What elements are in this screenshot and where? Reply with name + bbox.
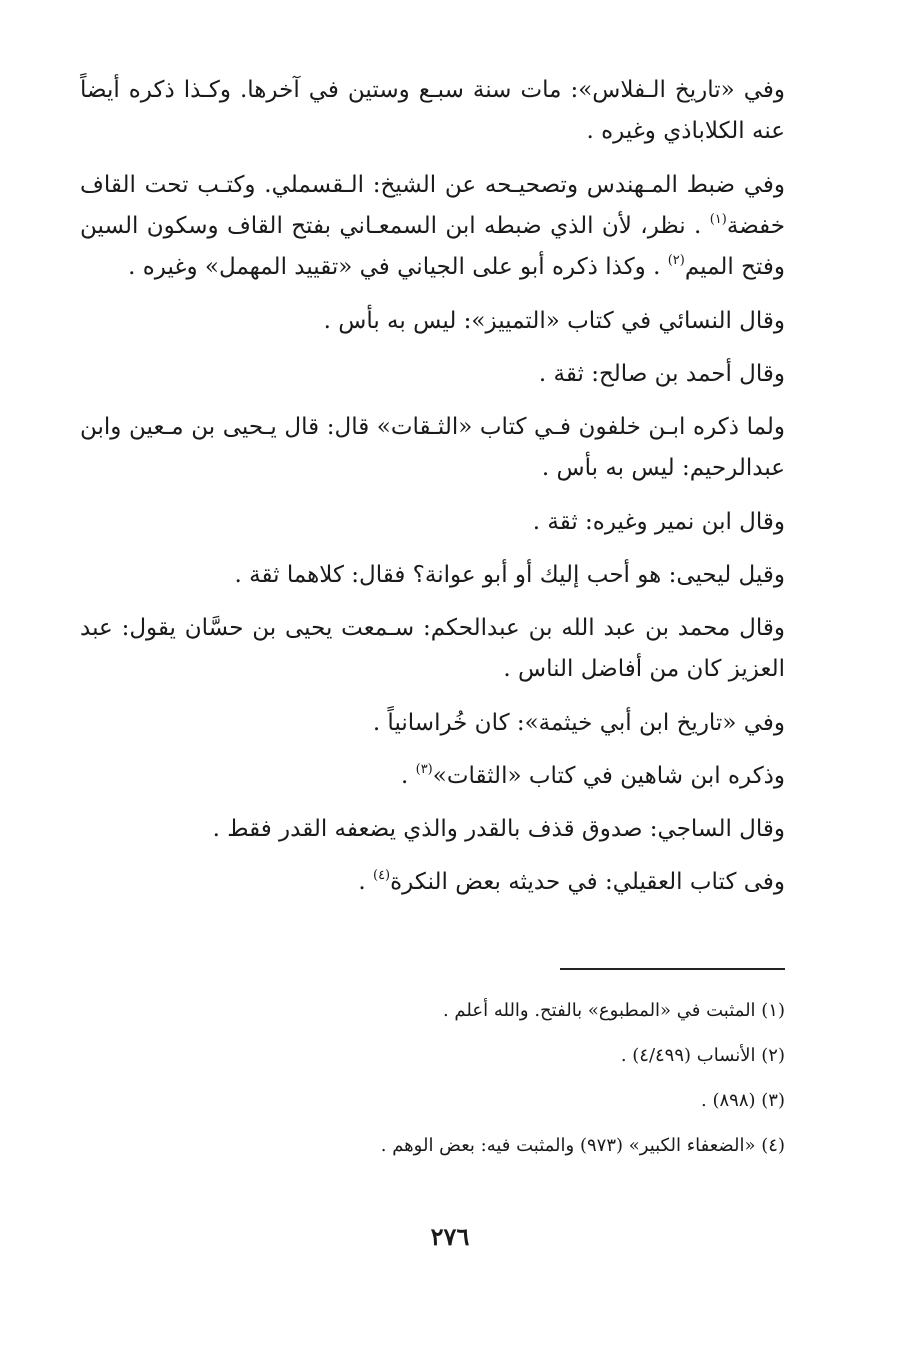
paragraph-text: . — [358, 869, 373, 895]
paragraph-11 — [80, 809, 785, 850]
paragraph-7 — [80, 555, 785, 596]
paragraph-6 — [80, 502, 785, 543]
paragraph-text: وذكره ابن شاهين في كتاب «الثقات» — [432, 763, 785, 789]
paragraph-text: وقال ابن نمير وغيره: ثقة . — [532, 509, 785, 535]
footnote-3: (٣) (٨٩٨) . — [701, 1090, 785, 1111]
footnote-4: (٤) «الضعفاء الكبير» (٩٧٣) والمثبت فيه: بعض الوهم . — [380, 1135, 785, 1156]
footnote-ref-1[interactable]: (١) — [709, 212, 727, 227]
paragraph-text: وفي «تاريخ الـفلاس»: مات سنة سبـع وستين في آخرها. وكـذا ذكره أيضاً عنه الكلاباذي وغيره . — [80, 77, 785, 144]
paragraph-5 — [80, 407, 785, 489]
paragraph-text: وقال أحمد بن صالح: ثقة . — [538, 361, 785, 387]
footnote-divider — [560, 968, 785, 970]
footnote-ref-4[interactable]: (٤) — [372, 868, 391, 883]
paragraph-text: . وكذا ذكره أبو على الجياني في «تقييد المهمل» وغيره . — [128, 254, 668, 280]
footnote-1: (١) المثبت في «المطبوع» بالفتح. والله أعلم . — [442, 1000, 785, 1021]
paragraph-text: وفي «تاريخ ابن أبي خيثمة»: كان خُراسانياً . — [372, 710, 785, 736]
footnotes-section — [225, 988, 785, 1168]
paragraph-text: . — [400, 763, 416, 789]
paragraph-12 — [80, 862, 785, 903]
footnote-ref-2[interactable]: (٢) — [667, 253, 685, 268]
paragraph-text: . نظر، لأن الذي ضبطه ابن السمعـاني بفتح القاف وسكون السين وفتح الميم — [80, 213, 785, 280]
paragraph-2 — [80, 165, 785, 288]
paragraph-4 — [80, 354, 785, 395]
paragraph-1 — [80, 70, 785, 152]
paragraph-8 — [80, 608, 785, 690]
paragraph-text: وفي ضبط المـهندس وتصحيـحه عن الشيخ: الـقسملي. وكتـب تحت القاف خفضة — [80, 172, 785, 239]
paragraph-10 — [80, 756, 785, 797]
main-text — [80, 70, 785, 915]
paragraph-9 — [80, 703, 785, 744]
paragraph-text: وقال النسائي في كتاب «التمييز»: ليس به بأس . — [323, 308, 785, 334]
paragraph-text: ولما ذكره ابـن خلفون فـي كتاب «الثـقات» قال: قال يـحيى بن مـعين وابن عبدالرحيم: ليس به بأس . — [80, 414, 785, 481]
paragraph-text: وقال الساجي: صدوق قذف بالقدر والذي يضعفه القدر فقط . — [212, 816, 785, 842]
page-number: ٢٧٦ — [430, 1222, 470, 1251]
paragraph-3 — [80, 301, 785, 342]
paragraph-text: وقيل ليحيى: هو أحب إليك أو أبو عوانة؟ فقال: كلاهما ثقة . — [234, 562, 785, 588]
paragraph-text: وفى كتاب العقيلي: في حديثه بعض النكرة — [390, 869, 785, 895]
paragraph-text: وقال محمد بن عبد الله بن عبدالحكم: سـمعت يحيى بن حسَّان يقول: عبد العزيز كان من أفاضل الناس . — [80, 615, 785, 682]
footnote-2: (٢) الأنساب (٤/٤٩٩) . — [620, 1045, 785, 1066]
footnote-ref-3[interactable]: (٣) — [415, 762, 433, 777]
